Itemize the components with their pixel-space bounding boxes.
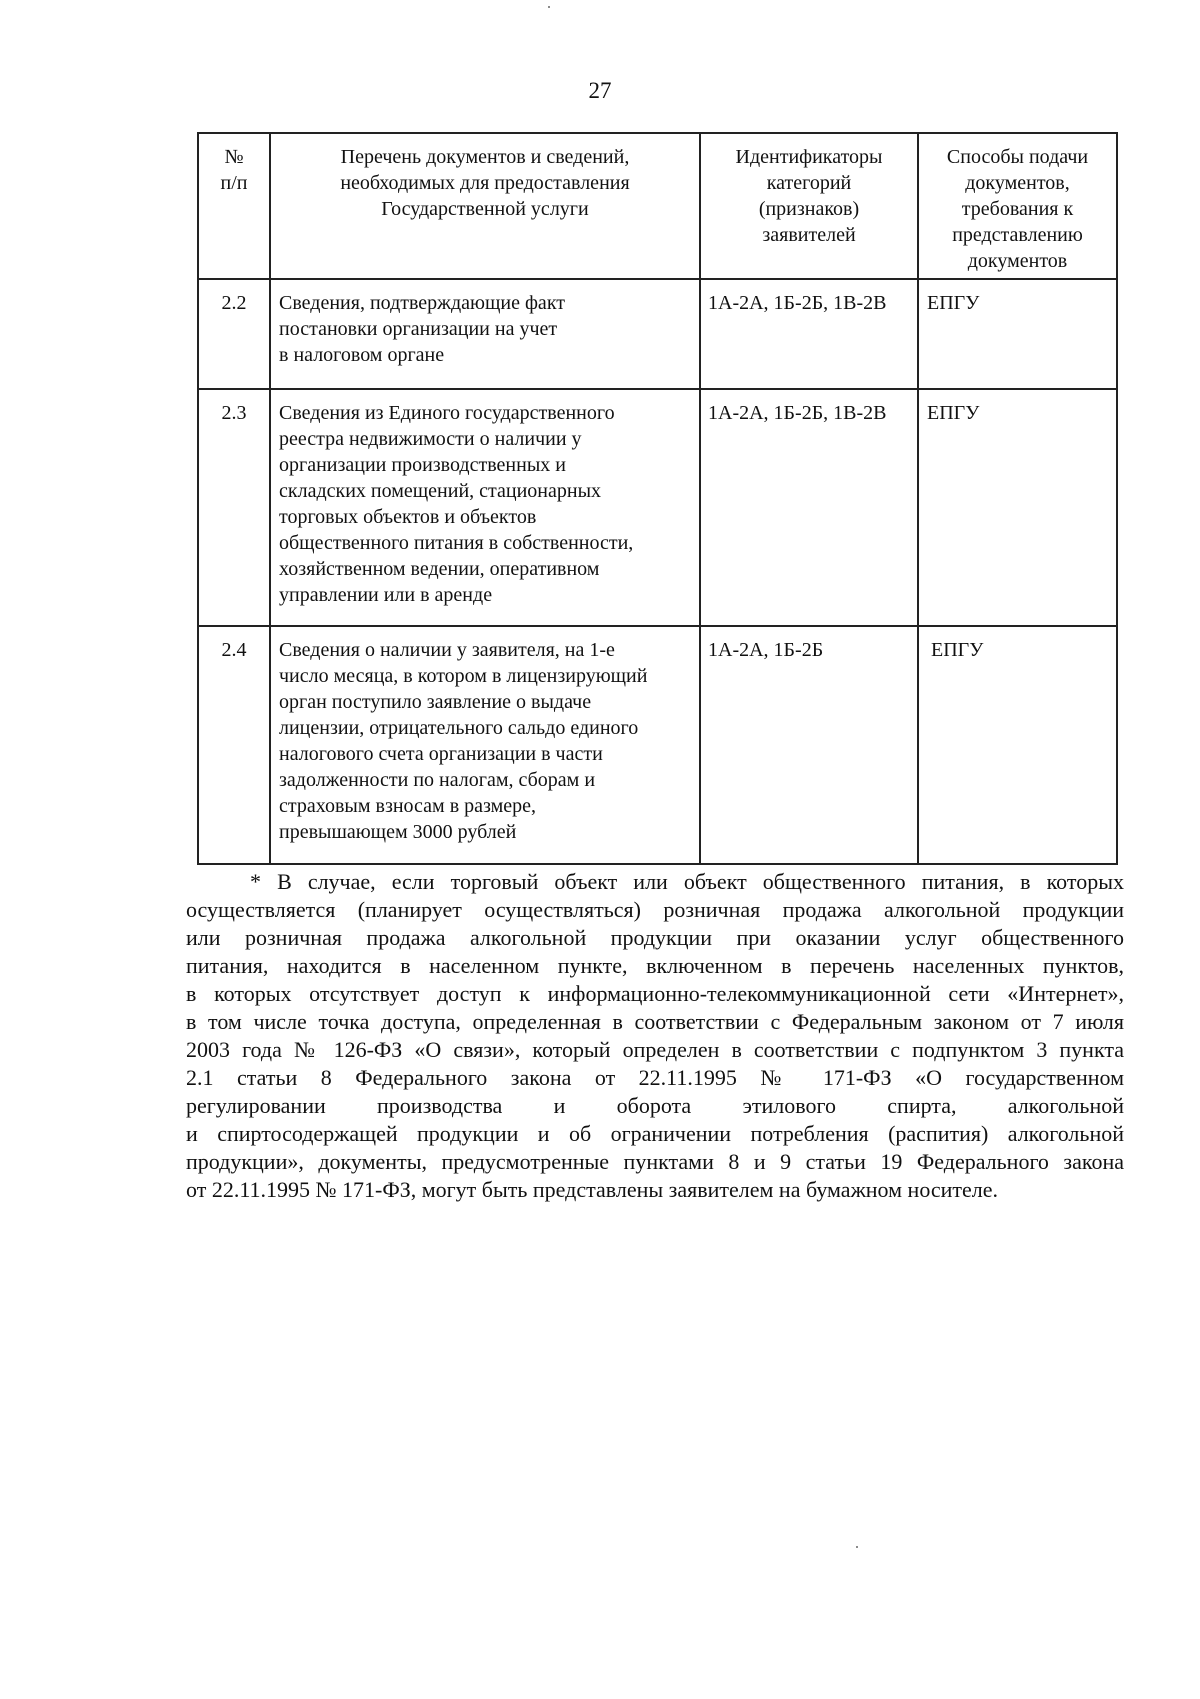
header-line: Государственной услуги — [381, 198, 589, 220]
row-number: 2.2 — [198, 279, 270, 389]
header-line: Способы подачи — [946, 146, 1089, 168]
cell-line: налогового счета организации в части — [279, 743, 603, 765]
header-line: Перечень документов и сведений, — [340, 146, 630, 168]
header-line: категорий — [766, 172, 852, 194]
cell-line: орган поступило заявление о выдаче — [279, 691, 592, 713]
header-line: заявителей — [762, 224, 856, 246]
footnote-line: питания, находится в населенном пункте, включенном в перечень населенных пунктов, — [186, 953, 1124, 978]
cell-line: превышающем 3000 рублей — [279, 821, 517, 843]
header-number — [198, 133, 270, 279]
row-submission-method: ЕПГУ — [918, 626, 1117, 864]
table-row — [198, 626, 1117, 864]
footnote-line: в которых отсутствует доступ к информационно-телекоммуникационной сети «Интернет», — [186, 981, 1124, 1006]
cell-line: управлении или в аренде — [279, 584, 493, 606]
row-documents — [270, 389, 700, 626]
documents-table — [197, 132, 1118, 865]
row-documents — [270, 626, 700, 864]
footnote-line: 2003 года № 126-ФЗ «О связи», который определен в соответствии с подпунктом 3 пункта — [186, 1037, 1124, 1062]
row-number: 2.4 — [198, 626, 270, 864]
cell-line: число месяца, в котором в лицензирующий — [279, 665, 648, 687]
header-line: необходимых для предоставления — [340, 172, 630, 194]
header-documents — [270, 133, 700, 279]
row-documents — [270, 279, 700, 389]
footnote-line: или розничная продажа алкогольной продукции при оказании услуг общественного — [186, 925, 1124, 950]
cell-line: складских помещений, стационарных — [279, 480, 602, 502]
table-header-row — [198, 133, 1117, 279]
table-row — [198, 389, 1117, 626]
footnote-line: 2.1 статьи 8 Федерального закона от 22.11.1995 № 171-ФЗ «О государственном — [186, 1065, 1124, 1090]
footnote — [186, 868, 1124, 1204]
scan-speck — [856, 1546, 858, 1548]
row-identifiers: 1А-2А, 1Б-2Б, 1В-2В — [700, 279, 918, 389]
cell-line: постановки организации на учет — [279, 318, 558, 340]
header-submission-methods — [918, 133, 1117, 279]
header-line: № — [224, 146, 244, 168]
cell-line: Сведения о наличии у заявителя, на 1-е — [279, 639, 615, 661]
cell-line: общественного питания в собственности, — [279, 532, 634, 554]
cell-line: лицензии, отрицательного сальдо единого — [279, 717, 639, 739]
header-line: требования к — [961, 198, 1074, 220]
footnote-line: продукции», документы, предусмотренные пунктами 8 и 9 статьи 19 Федерального закона — [186, 1149, 1124, 1174]
row-identifiers: 1А-2А, 1Б-2Б, 1В-2В — [700, 389, 918, 626]
header-line: Идентификаторы — [735, 146, 883, 168]
cell-line: организации производственных и — [279, 454, 566, 476]
row-submission-method: ЕПГУ — [918, 389, 1117, 626]
cell-line: реестра недвижимости о наличии у — [279, 428, 582, 450]
footnote-line: регулировании производства и оборота этилового спирта, алкогольной — [186, 1093, 1124, 1118]
header-line: представлению — [952, 224, 1083, 246]
cell-line: Сведения из Единого государственного — [279, 402, 615, 424]
table-row — [198, 279, 1117, 389]
cell-line: задолженности по налогам, сборам и — [279, 769, 596, 791]
cell-line: торговых объектов и объектов — [279, 506, 537, 528]
footnote-line: * В случае, если торговый объект или объект общественного питания, в которых — [250, 869, 1124, 894]
cell-line: страховым взносам в размере, — [279, 795, 537, 817]
footnote-line: от 22.11.1995 № 171-ФЗ, могут быть представлены заявителем на бумажном носителе. — [186, 1177, 999, 1202]
footnote-line: осуществляется (планирует осуществляться) розничная продажа алкогольной продукции — [186, 897, 1124, 922]
cell-line: Сведения, подтверждающие факт — [279, 292, 566, 314]
footnote-line: в том числе точка доступа, определенная в соответствии с Федеральным законом от 7 июля — [186, 1009, 1124, 1034]
header-identifiers — [700, 133, 918, 279]
row-submission-method: ЕПГУ — [918, 279, 1117, 389]
scan-speck — [548, 6, 550, 8]
header-line: (признаков) — [758, 198, 860, 220]
cell-line: в налоговом органе — [279, 344, 445, 366]
page-number: 27 — [588, 78, 612, 103]
row-number: 2.3 — [198, 389, 270, 626]
header-line: п/п — [220, 172, 248, 194]
header-line: документов, — [965, 172, 1070, 194]
cell-line: хозяйственном ведении, оперативном — [279, 558, 600, 580]
header-line: документов — [967, 250, 1068, 272]
footnote-line: и спиртосодержащей продукции и об ограничении потребления (распития) алкогольной — [186, 1121, 1124, 1146]
row-identifiers: 1А-2А, 1Б-2Б — [700, 626, 918, 864]
